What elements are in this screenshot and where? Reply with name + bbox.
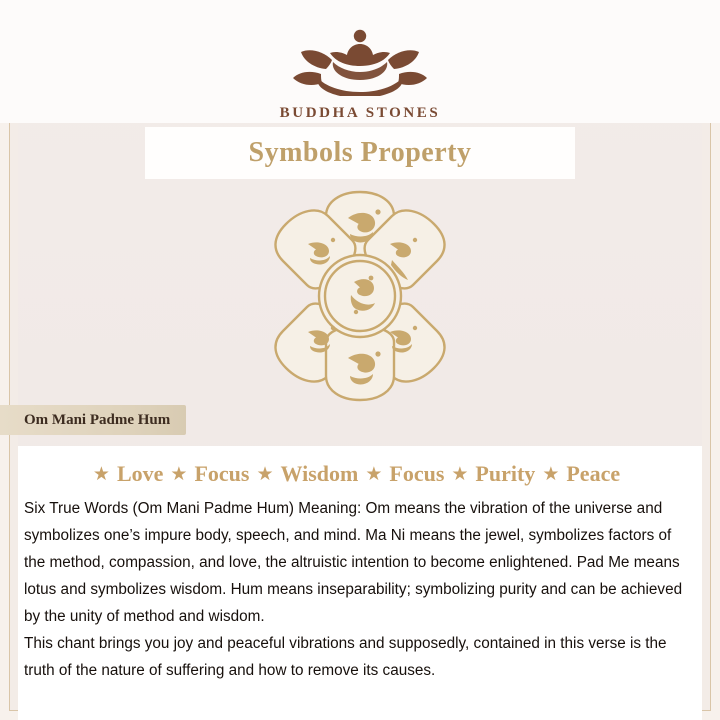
star-icon: ★: [451, 463, 469, 485]
keyword-wisdom: Wisdom: [280, 461, 359, 486]
lotus-meditation-figure-icon: [0, 22, 720, 101]
keyword-love: Love: [116, 461, 164, 486]
om-mani-padme-hum-lotus-mandala-icon: [238, 182, 482, 415]
mandala-area: [18, 182, 702, 410]
description-text: [18, 489, 702, 684]
star-icon: ★: [170, 463, 188, 485]
description-paragraph-2: This chant brings you joy and peaceful vibrations and supposedly, contained in this verse is the truth of the nature of suffering and how to remove its causes.: [24, 635, 667, 679]
keyword-peace: Peace: [566, 461, 621, 486]
keyword-list: [18, 446, 702, 489]
brand-name: BUDDHA STONES: [279, 105, 441, 121]
header-band: [0, 0, 720, 123]
keyword-focus-1: Focus: [194, 461, 250, 486]
star-icon: ★: [92, 463, 110, 485]
status-badge: [0, 405, 186, 435]
page-title-text: Symbols Property: [248, 137, 472, 168]
star-icon: ★: [365, 463, 383, 485]
star-icon: ★: [542, 463, 560, 485]
description-paragraph-1: Six True Words (Om Mani Padme Hum) Meaning: Om means the vibration of the universe and symbolizes one’s impure body, speech, and mind. Ma Ni means the jewel, symbolizes factors of the method, compassion, and love, the altruistic intention to become enlightened. Pad Me means lotus and symbolizes wisdom. Hum means inseparability; symbolizing purity and can be achieved by the unity of method and wisdom.: [24, 500, 683, 625]
star-icon: ★: [256, 463, 274, 485]
keyword-focus-2: Focus: [389, 461, 445, 486]
page-title: [145, 127, 575, 179]
description-panel: [18, 446, 702, 720]
keyword-purity: Purity: [475, 461, 536, 486]
brand-logo: [0, 22, 720, 122]
status-badge-label: Om Mani Padme Hum: [24, 411, 171, 428]
